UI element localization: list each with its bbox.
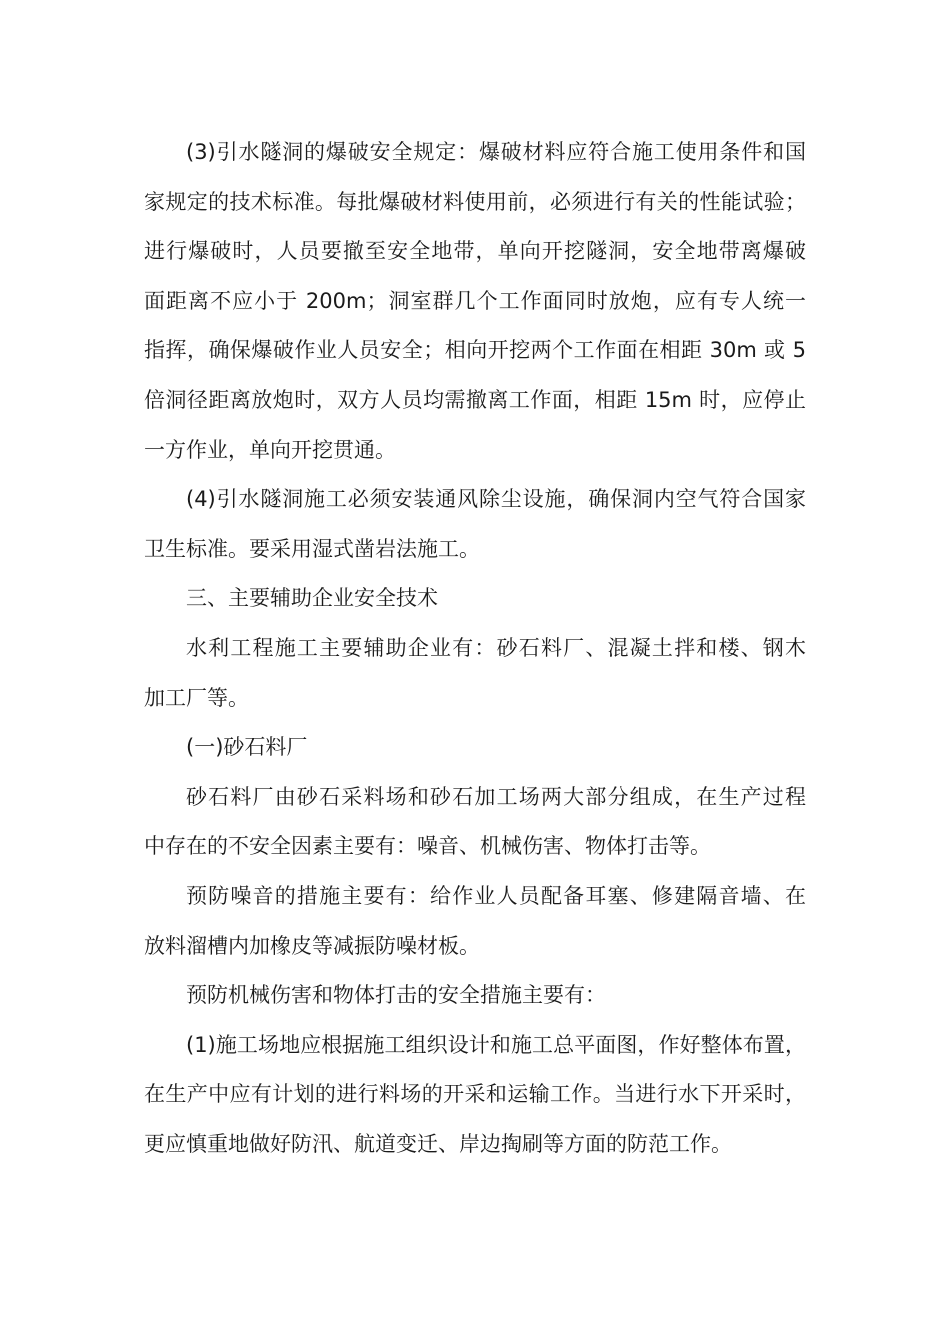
text-line: (一)砂石料厂 <box>186 735 308 760</box>
text-line: 加工厂等。 <box>144 685 249 710</box>
text-line: 一方作业，单向开挖贯通。 <box>144 437 396 462</box>
text-line: (1)施工场地应根据施工组织设计和施工总平面图，作好整体布置， <box>186 1032 806 1057</box>
text-line: 预防噪音的措施主要有：给作业人员配备耳塞、修建隔音墙、在 <box>186 883 806 908</box>
text-line: 倍洞径距离放炮时，双方人员均需撤离工作面，相距 15m 时，应停止 <box>144 387 806 412</box>
text-line: 砂石料厂由砂石采料场和砂石加工场两大部分组成，在生产过程 <box>186 784 806 809</box>
text-line: 三、主要辅助企业安全技术 <box>186 586 438 611</box>
text-line: 在生产中应有计划的进行料场的开采和运输工作。当进行水下开采时， <box>144 1082 806 1107</box>
text-line: 指挥，确保爆破作业人员安全；相向开挖两个工作面在相距 30m 或 5 <box>144 338 806 363</box>
text-line: 放料溜槽内加橡皮等减振防噪材板。 <box>144 933 480 958</box>
text-line: 中存在的不安全因素主要有：噪音、机械伤害、物体打击等。 <box>144 834 711 859</box>
document-body <box>144 128 806 1169</box>
text-line: 更应慎重地做好防汛、航道变迁、岸边掏刷等方面的防范工作。 <box>144 1131 732 1156</box>
text-line: (3)引水隧洞的爆破安全规定：爆破材料应符合施工使用条件和国 <box>186 140 806 164</box>
text-line: (4)引水隧洞施工必须安装通风除尘设施，确保洞内空气符合国家 <box>186 487 806 512</box>
text-line: 进行爆破时，人员要撤至安全地带，单向开挖隧洞，安全地带离爆破 <box>144 239 806 264</box>
text-line: 面距离不应小于 200m；洞室群几个工作面同时放炮，应有专人统一 <box>144 288 806 313</box>
text-line: 家规定的技术标准。每批爆破材料使用前，必须进行有关的性能试验； <box>144 189 806 214</box>
text-line: 卫生标准。要采用湿式凿岩法施工。 <box>144 536 480 561</box>
text-line: 水利工程施工主要辅助企业有：砂石料厂、混凝土拌和楼、钢木 <box>186 635 806 660</box>
text-line: 预防机械伤害和物体打击的安全措施主要有： <box>186 983 606 1008</box>
